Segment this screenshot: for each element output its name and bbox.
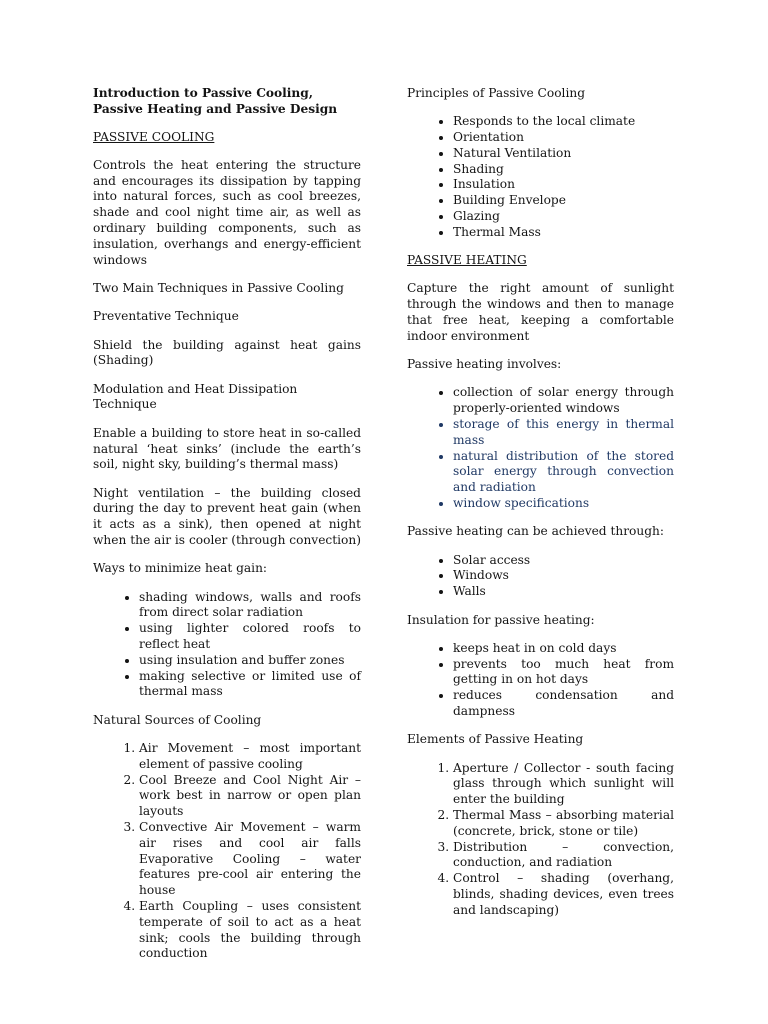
list-item: • window specifications (453, 496, 674, 512)
natural-sources-heading: Natural Sources of Cooling (93, 712, 262, 727)
list-item: • storage of this energy in thermal mass (453, 417, 674, 449)
right-column (407, 86, 674, 931)
list-item: 1. Aperture / Collector - south facing glass through which sunlight will enter the building (453, 761, 674, 808)
two-main-techniques-heading: Two Main Techniques in Passive Cooling (93, 280, 344, 295)
passive-heating-intro: Capture the right amount of sunlight through the windows and then to manage that free heat, keeping a comfortable indoor environment (407, 281, 674, 343)
list-item: • Thermal Mass (453, 225, 674, 241)
involves-list (407, 385, 674, 511)
list-item: 3. Distribution – convection, conduction, and radiation (453, 840, 674, 872)
list-item: • Shading (453, 162, 674, 178)
list-item: 3. Convective Air Movement – warm air rises and cool air falls Evaporative Cooling – water features pre-cool air entering the house (139, 820, 361, 899)
left-column (93, 86, 361, 975)
list-item: 4. Control – shading (overhang, blinds, shading devices, even trees and landscaping) (453, 871, 674, 918)
night-ventilation-paragraph: Night ventilation – the building closed during the day to prevent heat gain (when it acts as a sink), then opened at night when the air is cooler (through convection) (93, 485, 361, 548)
principles-heading: Principles of Passive Cooling (407, 86, 586, 100)
ways-list (93, 590, 361, 701)
list-item: • prevents too much heat from getting in on hot days (453, 657, 674, 689)
preventative-technique-heading: Preventative Technique (93, 309, 239, 324)
list-item: • Orientation (453, 130, 674, 146)
list-item: • Walls (453, 584, 674, 600)
list-item: • collection of solar energy through properly-oriented windows (453, 385, 674, 417)
passive-cooling-heading: PASSIVE COOLING (93, 129, 215, 144)
list-item: 2. Cool Breeze and Cool Night Air – work best in narrow or open plan layouts (139, 773, 361, 820)
involves-heading: Passive heating involves: (407, 357, 562, 372)
list-item: • Insulation (453, 177, 674, 193)
document-title: Introduction to Passive Cooling, Passive Heating and Passive Design (93, 86, 338, 116)
list-item: • reduces condensation and dampness (453, 688, 674, 720)
principles-list (407, 114, 674, 240)
ways-heading: Ways to minimize heat gain: (93, 561, 268, 576)
list-item: • Natural Ventilation (453, 146, 674, 162)
list-item: • Building Envelope (453, 193, 674, 209)
modulation-technique-heading: Modulation and Heat Dissipation Technique (93, 381, 298, 412)
list-item: • Windows (453, 568, 674, 584)
list-item: • natural distribution of the stored solar energy through convection and radiation (453, 449, 674, 496)
list-item: • Responds to the local climate (453, 114, 674, 130)
elements-heading: Elements of Passive Heating (407, 732, 584, 747)
passive-heating-heading: PASSIVE HEATING (407, 253, 527, 268)
achieved-heading: Passive heating can be achieved through: (407, 524, 664, 539)
elements-list (407, 761, 674, 919)
list-item: • shading windows, walls and roofs from direct solar radiation (139, 590, 361, 622)
list-item: 1. Air Movement – most important element of passive cooling (139, 741, 361, 773)
list-item: • making selective or limited use of thermal mass (139, 669, 361, 701)
list-item: • keeps heat in on cold days (453, 641, 674, 657)
natural-sources-list (93, 741, 361, 962)
list-item: • using insulation and buffer zones (139, 653, 361, 669)
list-item: • Glazing (453, 209, 674, 225)
list-item: • Solar access (453, 553, 674, 569)
list-item: 2. Thermal Mass – absorbing material (concrete, brick, stone or tile) (453, 808, 674, 840)
shield-paragraph: Shield the building against heat gains (Shading) (93, 337, 361, 368)
list-item: • using lighter colored roofs to reflect heat (139, 621, 361, 653)
list-item: 4. Earth Coupling – uses consistent temperate of soil to act as a heat sink; cools the building through conduction (139, 899, 361, 962)
passive-cooling-intro: Controls the heat entering the structure and encourages its dissipation by tapping into natural forces, such as cool breezes, shade and cool night time air, as well as ordinary building components, such as insulation, overhangs and energy-efficient windows (93, 157, 361, 267)
heat-sink-paragraph: Enable a building to store heat in so-called natural ‘heat sinks’ (include the earth’s soil, night sky, building’s thermal mass) (93, 425, 361, 472)
achieved-list (407, 553, 674, 600)
insulation-list (407, 641, 674, 720)
insulation-heading: Insulation for passive heating: (407, 612, 595, 627)
